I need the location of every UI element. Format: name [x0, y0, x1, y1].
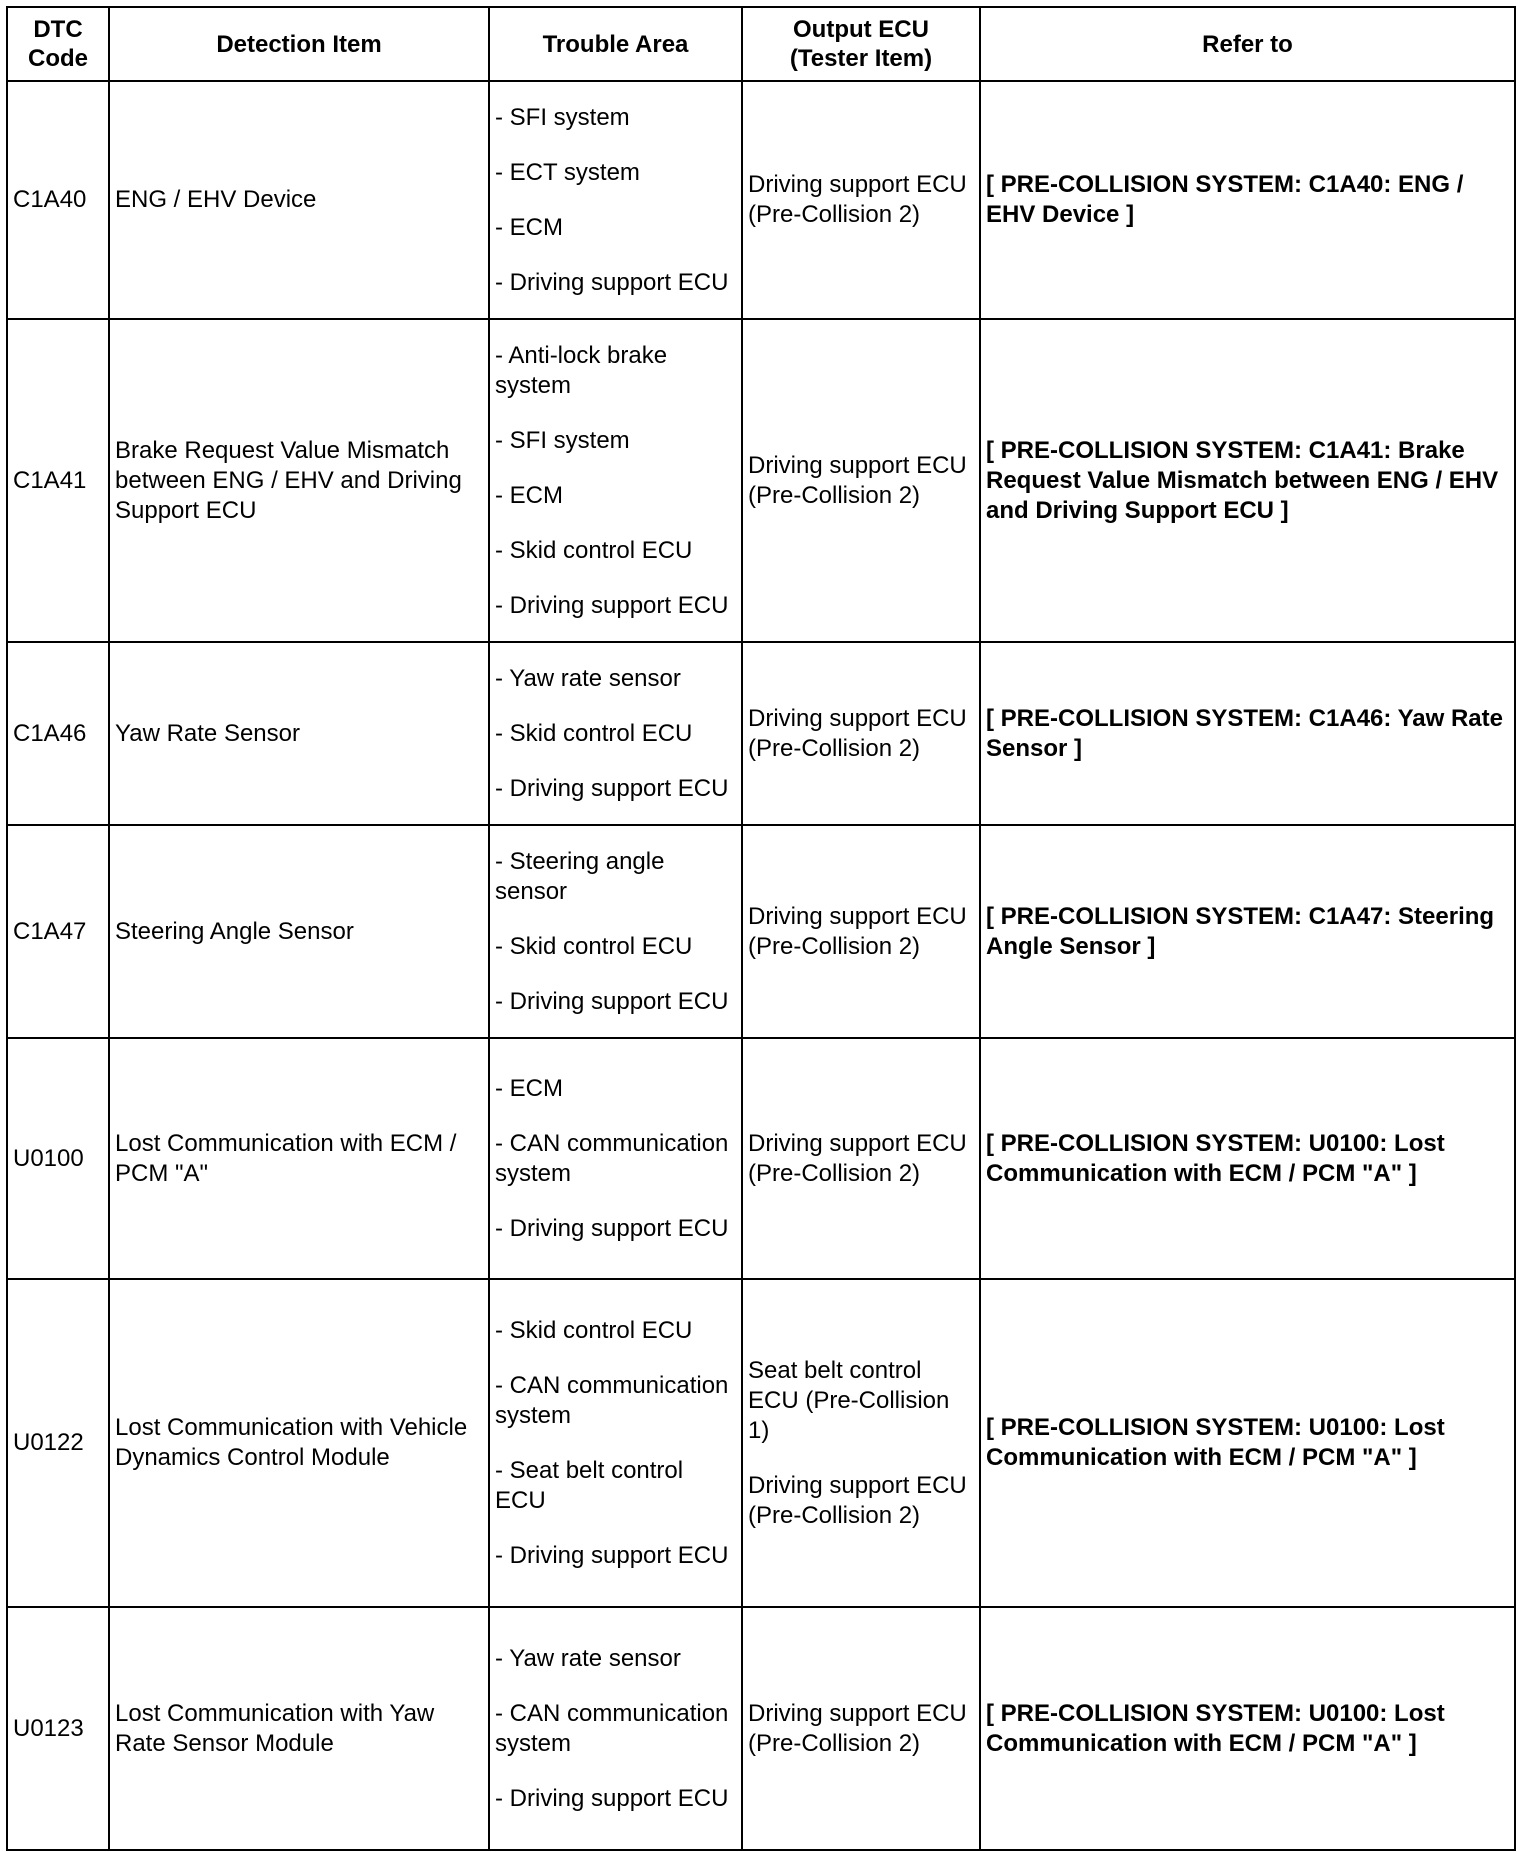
trouble-area-item: - Driving support ECU: [495, 987, 729, 1015]
header-refer-to: Refer to: [980, 7, 1515, 81]
table-row: [7, 1038, 1515, 1279]
trouble-area-item: - Skid control ECU: [495, 932, 693, 960]
dtc-code-cell: C1A40: [7, 81, 109, 319]
refer-to-link[interactable]: [ PRE-COLLISION SYSTEM: U0100: Lost Communication with ECM / PCM "A" ]: [980, 1279, 1515, 1607]
refer-to-link[interactable]: [ PRE-COLLISION SYSTEM: U0100: Lost Communication with ECM / PCM "A" ]: [980, 1607, 1515, 1850]
refer-to-link[interactable]: [ PRE-COLLISION SYSTEM: C1A47: Steering Angle Sensor ]: [980, 825, 1515, 1038]
header-row: [7, 7, 1515, 81]
dtc-code-cell: C1A46: [7, 642, 109, 825]
trouble-area-item: - Skid control ECU: [495, 1316, 693, 1344]
trouble-area-item: - Skid control ECU: [495, 719, 693, 747]
trouble-area-cell: [489, 1038, 742, 1279]
output-ecu-item: Driving support ECU (Pre-Collision 2): [748, 1471, 967, 1529]
trouble-area-item: - Driving support ECU: [495, 1541, 729, 1569]
output-ecu-item: Driving support ECU (Pre-Collision 2): [748, 704, 967, 762]
refer-to-link[interactable]: [ PRE-COLLISION SYSTEM: C1A40: ENG / EHV Device ]: [980, 81, 1515, 319]
output-ecu-item: Driving support ECU (Pre-Collision 2): [748, 451, 967, 509]
dtc-table-body: [7, 81, 1515, 1850]
table-row: [7, 81, 1515, 319]
table-row: [7, 319, 1515, 642]
trouble-area-item: - Driving support ECU: [495, 268, 729, 296]
output-ecu-cell: [742, 642, 980, 825]
detection-item-cell: ENG / EHV Device: [109, 81, 489, 319]
detection-item-cell: Steering Angle Sensor: [109, 825, 489, 1038]
table-row: [7, 1279, 1515, 1607]
trouble-area-item: - Driving support ECU: [495, 1214, 729, 1242]
output-ecu-cell: [742, 1038, 980, 1279]
trouble-area-item: - Seat belt control ECU: [495, 1456, 684, 1514]
output-ecu-item: Driving support ECU (Pre-Collision 2): [748, 1699, 967, 1757]
output-ecu-item: Driving support ECU (Pre-Collision 2): [748, 1129, 967, 1187]
trouble-area-item: - Steering angle sensor: [495, 847, 665, 905]
trouble-area-item: - Skid control ECU: [495, 536, 693, 564]
refer-to-link[interactable]: [ PRE-COLLISION SYSTEM: C1A46: Yaw Rate Sensor ]: [980, 642, 1515, 825]
trouble-area-item: - ECT system: [495, 158, 640, 186]
detection-item-cell: Lost Communication with ECM / PCM "A": [109, 1038, 489, 1279]
refer-to-link[interactable]: [ PRE-COLLISION SYSTEM: U0100: Lost Communication with ECM / PCM "A" ]: [980, 1038, 1515, 1279]
dtc-code-cell: C1A41: [7, 319, 109, 642]
trouble-area-item: - SFI system: [495, 103, 630, 131]
table-row: [7, 825, 1515, 1038]
refer-to-link[interactable]: [ PRE-COLLISION SYSTEM: C1A41: Brake Request Value Mismatch between ENG / EHV and Driving Support ECU ]: [980, 319, 1515, 642]
trouble-area-item: - Yaw rate sensor: [495, 664, 681, 692]
header-output-ecu: Output ECU (Tester Item): [742, 7, 980, 81]
dtc-code-cell: U0123: [7, 1607, 109, 1850]
trouble-area-item: - CAN communication system: [495, 1371, 729, 1429]
header-dtc-code: DTC Code: [7, 7, 109, 81]
trouble-area-cell: [489, 1279, 742, 1607]
trouble-area-item: - Driving support ECU: [495, 591, 729, 619]
dtc-table: [6, 6, 1516, 1851]
trouble-area-item: - CAN communication system: [495, 1699, 729, 1757]
detection-item-cell: Lost Communication with Vehicle Dynamics Control Module: [109, 1279, 489, 1607]
output-ecu-cell: [742, 825, 980, 1038]
output-ecu-item: Seat belt control ECU (Pre-Collision 1): [748, 1356, 950, 1444]
trouble-area-item: - Driving support ECU: [495, 774, 729, 802]
detection-item-cell: Lost Communication with Yaw Rate Sensor Module: [109, 1607, 489, 1850]
detection-item-cell: Brake Request Value Mismatch between ENG / EHV and Driving Support ECU: [109, 319, 489, 642]
table-row: [7, 1607, 1515, 1850]
output-ecu-item: Driving support ECU (Pre-Collision 2): [748, 902, 967, 960]
trouble-area-item: - SFI system: [495, 426, 630, 454]
dtc-document: [6, 6, 1514, 1851]
dtc-code-cell: U0100: [7, 1038, 109, 1279]
table-row: [7, 642, 1515, 825]
trouble-area-item: - CAN communication system: [495, 1129, 729, 1187]
trouble-area-item: - Driving support ECU: [495, 1784, 729, 1812]
output-ecu-cell: [742, 1279, 980, 1607]
trouble-area-item: - Anti-lock brake system: [495, 341, 668, 399]
output-ecu-cell: [742, 1607, 980, 1850]
trouble-area-cell: [489, 642, 742, 825]
trouble-area-item: - Yaw rate sensor: [495, 1644, 681, 1672]
output-ecu-cell: [742, 319, 980, 642]
trouble-area-item: - ECM: [495, 1074, 563, 1102]
trouble-area-item: - ECM: [495, 481, 563, 509]
detection-item-cell: Yaw Rate Sensor: [109, 642, 489, 825]
header-trouble-area: Trouble Area: [489, 7, 742, 81]
dtc-code-cell: U0122: [7, 1279, 109, 1607]
output-ecu-item: Driving support ECU (Pre-Collision 2): [748, 171, 967, 228]
header-detection-item: Detection Item: [109, 7, 489, 81]
trouble-area-item: - ECM: [495, 213, 563, 241]
trouble-area-cell: [489, 81, 742, 319]
trouble-area-cell: [489, 1607, 742, 1850]
dtc-code-cell: C1A47: [7, 825, 109, 1038]
output-ecu-cell: [742, 81, 980, 319]
trouble-area-cell: [489, 825, 742, 1038]
trouble-area-cell: [489, 319, 742, 642]
